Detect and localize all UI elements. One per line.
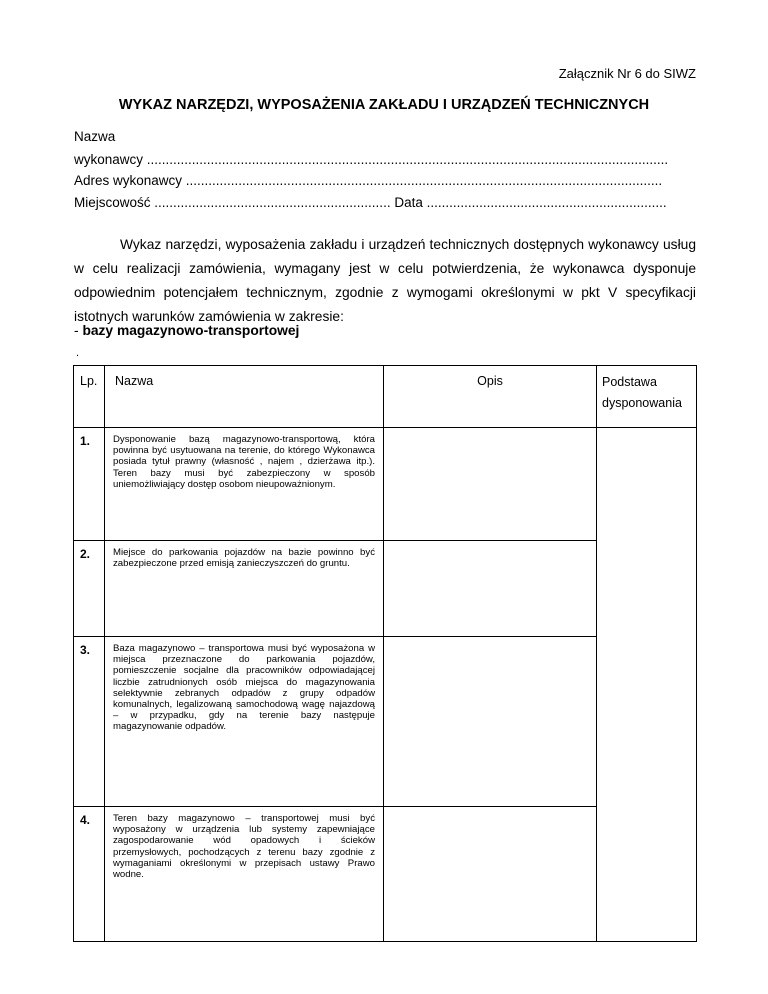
row-number: 3. (74, 637, 105, 807)
basis-cell[interactable] (597, 428, 697, 942)
section-heading (74, 323, 299, 338)
intro-text: Wykaz narzędzi, wyposażenia zakładu i urządzeń technicznych dostępnych wykonawcy usług w celu realizacji zamówienia, wymagany jest w celu potwierdzenia, że wykonawca dysponuje odpowiednim potencjałem technicznym, zgodnie z wymogami określonymi w pkt V specyfikacji istotnych warunków zamówienia w zakresie: (74, 237, 696, 324)
row-desc-cell[interactable] (384, 428, 597, 541)
attachment-label: Załącznik Nr 6 do SIWZ (558, 66, 696, 81)
table-row (74, 428, 697, 541)
row-number: 2. (74, 541, 105, 637)
contractor-name-field: wykonawcy ........................................................................................................................................... (74, 152, 669, 167)
place-date-field: Miejscowość ............................................................... Data ................................................................ (74, 195, 667, 210)
section-prefix: - (74, 323, 83, 338)
contractor-address-field: Adres wykonawcy ............................................................................................................................... (74, 173, 663, 188)
document-title: WYKAZ NARZĘDZI, WYPOSAŻENIA ZAKŁADU I URZĄDZEŃ TECHNICZNYCH (118, 97, 650, 113)
name-label: Nazwa (74, 129, 116, 144)
intro-paragraph (74, 233, 696, 329)
section-label: bazy magazynowo-transportowej (82, 323, 300, 338)
header-name: Nazwa (105, 366, 384, 428)
equipment-table (73, 365, 697, 942)
row-desc-cell[interactable] (384, 807, 597, 942)
row-name: Baza magazynowo – transportowa musi być wyposażona w miejsca przeznaczone do parkowania pojazdów, pomieszczenie socjalne dla pracowników odpowiadającej liczbie zatrudnionych osób miejsca do magazynowania selektywnie zebranych odpadów z grupy odpadów komunalnych, legalizowaną samochodową wagę najazdową – w przypadku, gdy na terenie bazy następuje magazynowanie odpadów. (105, 637, 384, 807)
row-name: Miejsce do parkowania pojazdów na bazie powinno być zabezpieczone przed emisją zanieczyszczeń do gruntu. (105, 541, 384, 637)
header-basis: Podstawa dysponowania (597, 366, 697, 428)
row-desc-cell[interactable] (384, 637, 597, 807)
row-name: Dysponowanie bazą magazynowo-transportową, która powinna być usytuowana na terenie, do którego Wykonawca posiada tytuł prawny (własność , najem , dzierżawa itp.). Teren bazy musi być zabezpieczony w sposób uniemożliwiający dostęp osobom nieupoważnionym. (105, 428, 384, 541)
row-number: 1. (74, 428, 105, 541)
row-number: 4. (74, 807, 105, 942)
row-name: Teren bazy magazynowo – transportowej musi być wyposażony w urządzenia lub systemy zapewniające zagospodarowanie wód opadowych i ścieków przemysłowych, pochodzących z terenu bazy zgodnie z wymaganiami określonymi w przepisach ustawy Prawo wodne. (105, 807, 384, 942)
dot-marker: . (76, 347, 80, 359)
table-header-row (74, 366, 697, 428)
header-desc: Opis (384, 366, 597, 428)
row-desc-cell[interactable] (384, 541, 597, 637)
header-lp: Lp. (74, 366, 105, 428)
